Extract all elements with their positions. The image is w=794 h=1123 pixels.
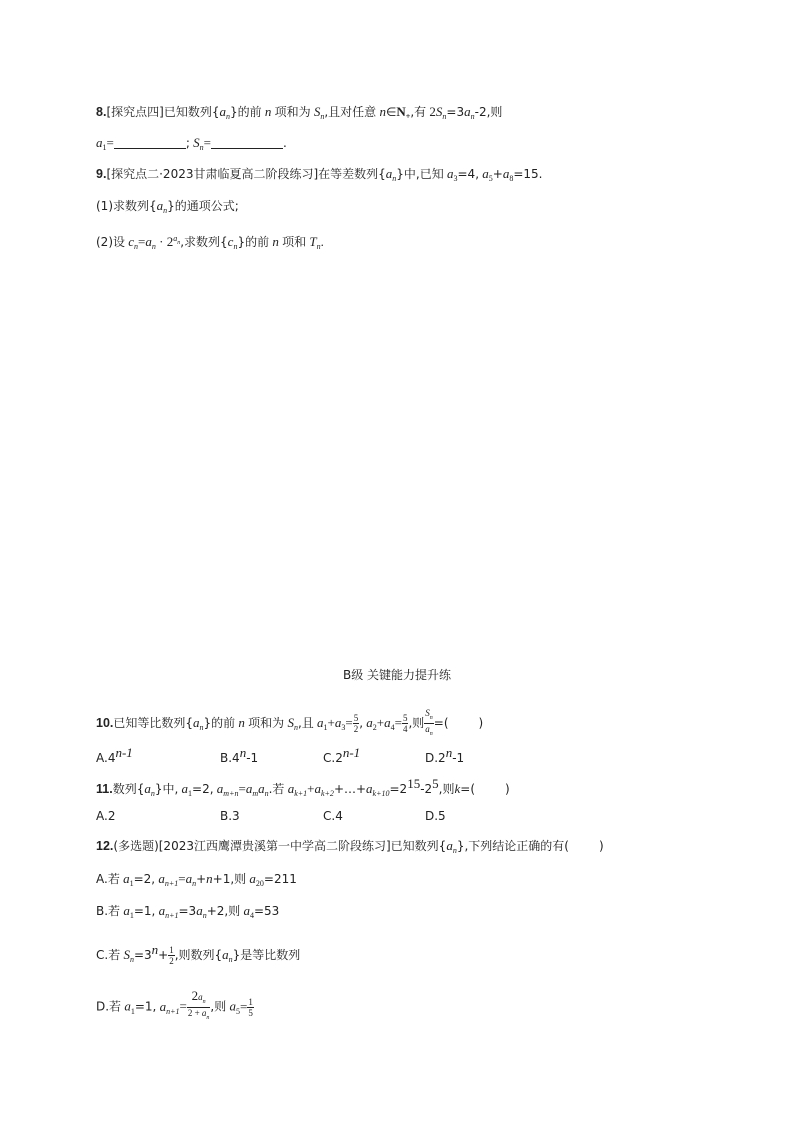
q11-text: 数列{ xyxy=(112,782,145,796)
q11-text: =2 xyxy=(389,782,408,796)
fraction-1-2: $\frac{1}{2}$ xyxy=(169,945,174,966)
q8-text: 已知数列{ xyxy=(163,105,220,119)
q8-text: ,有 xyxy=(410,105,427,119)
q12-tag: (多选题)[2023江西鹰潭贵溪第一中学高二阶段练习] xyxy=(113,839,391,853)
q12-text: },下列结论正确的有( xyxy=(456,839,569,853)
q11-option-b[interactable]: B.3 xyxy=(220,809,240,823)
q12-option-a[interactable]: A.若 $a_1=2$, $a_{n+1}=a_n+n+1$,则 $a_{20}=211$ xyxy=(96,871,297,888)
q12-option-d[interactable]: D.若 $a_1=1$, $a_{n+1}=$ $\frac{2a_n}{2 + a_n}$ ,则 $a_5=$ $\frac{1}{5}$ xyxy=(96,988,253,1021)
q12-text: ) xyxy=(598,839,604,853)
q10-text: , xyxy=(359,716,364,730)
q10-text: =( xyxy=(433,716,449,730)
q10-option-b[interactable]: B.4$^n$-1 xyxy=(220,745,259,765)
q11-text: =( xyxy=(460,782,476,796)
q11-option-c[interactable]: C.4 xyxy=(323,809,343,823)
q9-number: 9. xyxy=(96,167,107,181)
q8-text: 项和为 xyxy=(274,105,311,119)
q8-text: ∈ xyxy=(385,105,397,119)
fraction-sn-an: $\frac{S_n}{a_n}$ xyxy=(425,708,433,737)
q8-tag: [探究点四] xyxy=(106,105,164,119)
q10-option-a[interactable]: A.4$^{n-1}$ xyxy=(96,745,133,765)
answer-blank-a1[interactable] xyxy=(114,136,186,149)
q12-line: 12.(多选题)[2023江西鹰潭贵溪第一中学高二阶段练习]已知数列$\{a_n\}$,下列结论正确的有( ) xyxy=(96,838,604,855)
q9-text: + xyxy=(492,167,503,181)
q9-part2-text: 项和 xyxy=(282,235,307,249)
q8-text: }的前 xyxy=(229,105,262,119)
q9-part2-text: (2)设 xyxy=(96,235,125,249)
q9-text: 在等差数列{ xyxy=(318,167,386,181)
q11-text: ,则 xyxy=(438,782,455,796)
q11-text: -2 xyxy=(420,782,433,796)
q10-text: ,且 xyxy=(297,716,314,730)
q9-tag: [探究点二·2023甘肃临夏高二阶段练习] xyxy=(106,167,319,181)
q10-text: 项和为 xyxy=(248,716,285,730)
q11-option-d[interactable]: D.5 xyxy=(425,809,446,823)
q8-text: -2,则 xyxy=(474,105,503,119)
q11-text: +…+ xyxy=(333,782,367,796)
fraction-2an-2plusan: $\frac{2a_n}{2 + a_n}$ xyxy=(187,988,210,1021)
q12-number: 12. xyxy=(96,839,114,853)
q8-line2: $a_1=$ ; $S_n=$ . xyxy=(96,135,287,152)
q9-text: =4, xyxy=(457,167,480,181)
q8-line1: 8.[探究点四]已知数列$\{a_n\}$的前 n 项和为 $S_n$,且对任意 $n\in N_+$,有 $2S_n=3a_n-2$,则 xyxy=(96,104,503,121)
q11-text: ) xyxy=(505,782,510,796)
q10-option-d[interactable]: D.2$^n$-1 xyxy=(425,745,465,765)
fraction-5-4: $\frac{5}{4}$ xyxy=(402,713,408,734)
q9-part2-text: ,求数列{ xyxy=(180,235,228,249)
q9-part1-text: (1)求数列{ xyxy=(96,199,157,213)
q8-text: ,且对任意 xyxy=(324,105,377,119)
answer-blank-sn[interactable] xyxy=(211,136,283,149)
q10-option-c[interactable]: C.2$^{n-1}$ xyxy=(323,745,361,765)
q9-part1: (1)求数列$\{a_n\}$的通项公式; xyxy=(96,198,239,215)
q8-end: . xyxy=(282,136,287,150)
section-title: B级 关键能力提升练 xyxy=(342,668,452,682)
q11-option-a[interactable]: A.2 xyxy=(96,809,116,823)
q9-line1: 9.[探究点二·2023甘肃临夏高二阶段练习]在等差数列$\{a_n\}$中,已知 $a_3=4$, $a_5+a_8=15$. xyxy=(96,166,543,183)
q10-text: ) xyxy=(478,716,484,730)
q10-text: 已知等比数列{ xyxy=(113,716,194,730)
fraction-5-2: $\frac{5}{2}$ xyxy=(353,713,359,734)
q9-part2-text: }的前 xyxy=(237,235,270,249)
q8-text: =3 xyxy=(446,105,465,119)
q8-sep: ; xyxy=(185,136,190,150)
q9-part1-text: }的通项公式; xyxy=(167,199,239,213)
q9-part2: (2)设 $c_n=a_n \cdot 2^{a_n}$,求数列$\{c_n\}$的前 n 项和 $T_n$. xyxy=(96,234,324,251)
q11-text: .若 xyxy=(268,782,285,796)
fraction-1-5: $\frac{1}{5}$ xyxy=(248,996,253,1018)
q12-option-c[interactable]: C.若 $S_n=3^n+$ $\frac{1}{2}$ ,则数列$\{a_n\}$是等比数列 xyxy=(96,942,301,966)
q11-text: }中, xyxy=(154,782,179,796)
q10-line: 10.已知等比数列$\{a_n\}$的前 n 项和为 $S_n$,且 $a_1+a_3=$ $\frac{5}{2}$ , $a_2+a_4=$ $\frac{5}{4}$ ,则 $\frac{S_n}{a_n}$ =( ) xyxy=(96,708,484,737)
q11-number: 11. xyxy=(96,782,113,796)
q11-line: 11.数列$\{a_n\}$中, $a_1=2$, $a_{m+n}=a_ma_n$.若 $a_{k+1}+a_{k+2}+\dots+a_{k+10}=2^{15}-2^5$,则k=( ) xyxy=(96,776,510,798)
q10-number: 10. xyxy=(96,716,114,730)
q9-text: }中,已知 xyxy=(396,167,444,181)
q10-text: }的前 xyxy=(203,716,236,730)
q8-number: 8. xyxy=(96,105,107,119)
q11-text: =2, xyxy=(192,782,214,796)
q12-text: 已知数列{ xyxy=(390,839,447,853)
q10-text: ,则 xyxy=(408,716,425,730)
q9-text: =15. xyxy=(513,167,543,181)
q12-option-b[interactable]: B.若 $a_1=1$, $a_{n+1}=3a_n+2$,则 $a_4=53$ xyxy=(96,903,280,920)
